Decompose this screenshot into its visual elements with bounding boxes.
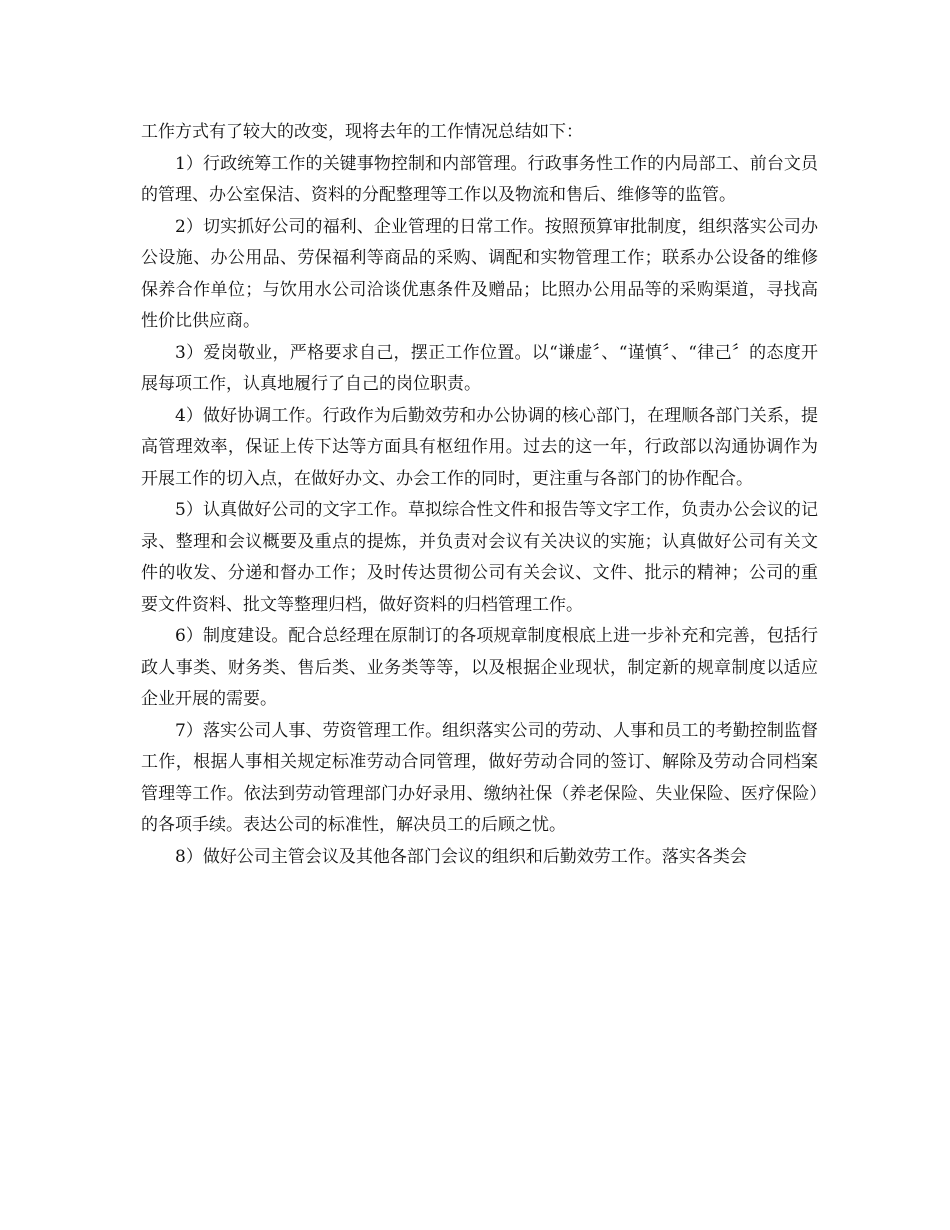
document-body (141, 117, 818, 873)
paragraph-item-4: 4）做好协调工作。行政作为后勤效劳和办公协调的核心部门，在理顺各部门关系，提高管理效率，保证上传下达等方面具有枢纽作用。过去的这一年，行政部以沟通协调作为开展工作的切入点，在做好办文、办会工作的同时，更注重与各部门的协作配合。 (141, 405, 818, 489)
paragraph-item-3: 3）爱岗敬业，严格要求自己，摆正工作位置。以“谦虚〞、“谨慎〞、“律己〞的态度开展每项工作，认真地履行了自己的岗位职责。 (141, 342, 818, 394)
paragraph-item-6: 6）制度建设。配合总经理在原制订的各项规章制度根底上进一步补充和完善，包括行政人事类、财务类、售后类、业务类等等，以及根据企业现状，制定新的规章制度以适应企业开展的需要。 (141, 626, 818, 709)
paragraph-item-5: 5）认真做好公司的文字工作。草拟综合性文件和报告等文字工作，负责办公会议的记录、整理和会议概要及重点的提炼，并负责对会议有关决议的实施；认真做好公司有关文件的收发、分递和督办工作；及时传达贯彻公司有关会议、文件、批示的精神；公司的重要文件资料、批文等整理归档，做好资料的归档管理工作。 (141, 500, 818, 615)
paragraph-item-8: 8）做好公司主管会议及其他各部门会议的组织和后勤效劳工作。落实各类会 (175, 846, 747, 867)
paragraph-item-2: 2）切实抓好公司的福利、企业管理的日常工作。按照预算审批制度，组织落实公司办公设施、办公用品、劳保福利等商品的采购、调配和实物管理工作；联系办公设备的维修保养合作单位；与饮用水公司洽谈优惠条件及赠品；比照办公用品等的采购渠道，寻找高性价比供应商。 (141, 216, 818, 331)
paragraph-item-7: 7）落实公司人事、劳资管理工作。组织落实公司的劳动、人事和员工的考勤控制监督工作，根据人事相关规定标准劳动合同管理，做好劳动合同的签订、解除及劳动合同档案管理等工作。依法到劳动管理部门办好录用、缴纳社保（养老保险、失业保险、医疗保险）的各项手续。表达公司的标准性，解决员工的后顾之忧。 (141, 720, 818, 835)
paragraph-intro: 工作方式有了较大的改变，现将去年的工作情况总结如下： (141, 122, 583, 142)
paragraph-item-1: 1）行政统筹工作的关键事物控制和内部管理。行政事务性工作的内局部工、前台文员的管理、办公室保洁、资料的分配整理等工作以及物流和售后、维修等的监管。 (141, 153, 818, 205)
